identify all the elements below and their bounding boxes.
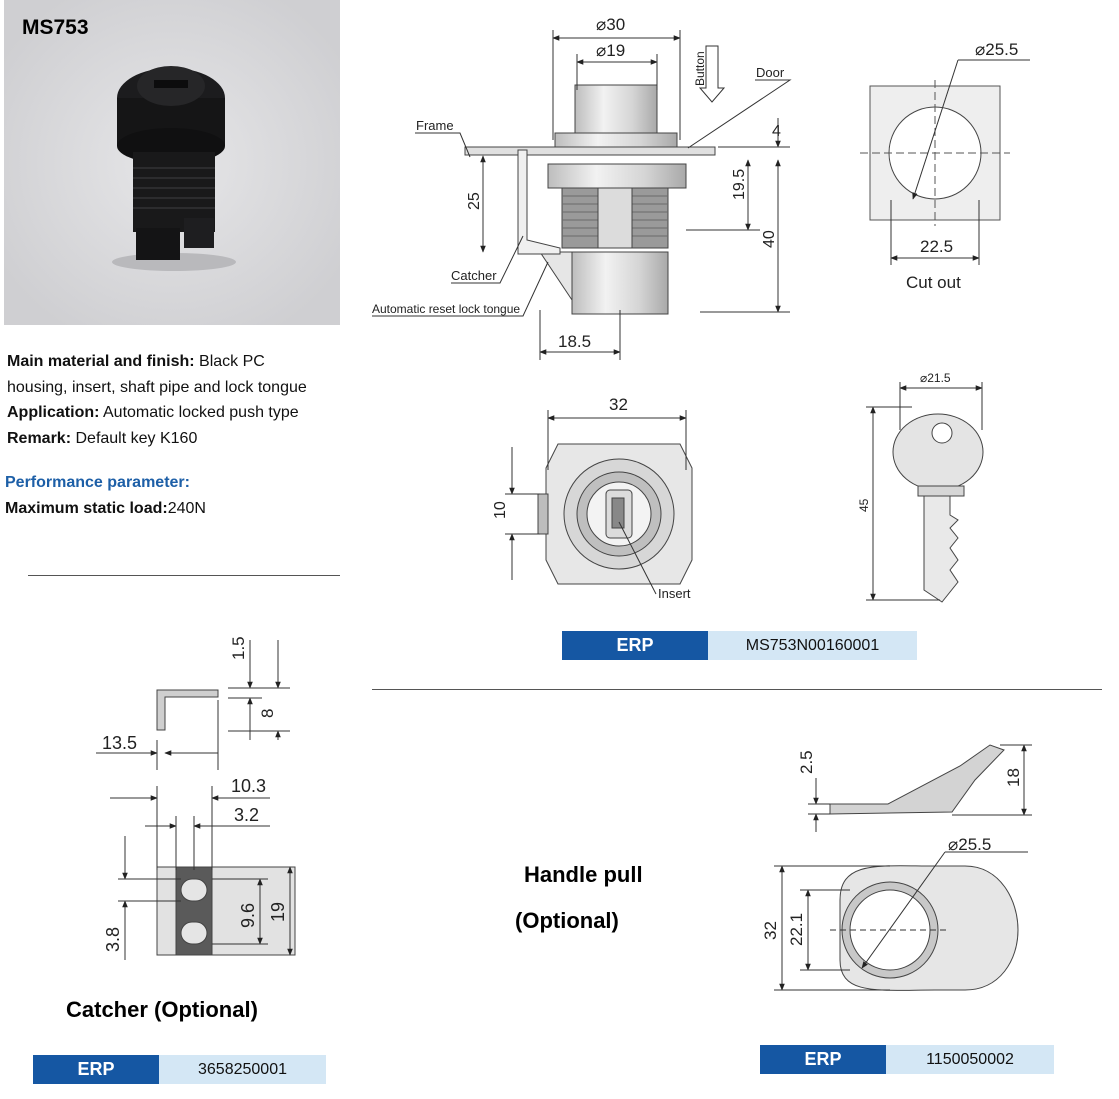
dim-h40: 40 xyxy=(761,230,778,248)
dim-d30: ⌀30 xyxy=(596,15,626,34)
handle-erp-code: 1150050002 xyxy=(886,1045,1054,1074)
performance-title: Performance parameter: xyxy=(5,474,190,491)
lock-side-view xyxy=(465,85,715,314)
cutout-caption: Cut out xyxy=(906,273,961,292)
handle-diameter: ⌀25.5 xyxy=(948,835,992,854)
handle-erp-label: ERP xyxy=(760,1045,886,1074)
front-width: 32 xyxy=(609,395,628,414)
catcher-drawing xyxy=(96,640,295,960)
handle-dim-2-5: 2.5 xyxy=(797,750,816,774)
label-insert: Insert xyxy=(658,586,691,601)
cutout-width: 22.5 xyxy=(920,237,954,256)
lock-erp-label: ERP xyxy=(562,631,708,660)
label-tongue: Automatic reset lock tongue xyxy=(372,302,521,316)
handle-drawing xyxy=(774,745,1032,990)
handle-dim-22-1: 22.1 xyxy=(787,912,806,946)
catcher-erp-code: 3658250001 xyxy=(159,1055,326,1084)
catcher-dim-3-2: 3.2 xyxy=(234,805,260,825)
spec-material-cont: housing, insert, shaft pipe and lock tongue xyxy=(7,378,307,396)
performance-load: Maximum static load:240N xyxy=(5,500,206,517)
cutout-drawing xyxy=(860,60,1030,265)
spec-remark: Remark: Default key K160 xyxy=(7,429,198,447)
key-diameter: ⌀21.5 xyxy=(920,371,951,385)
handle-caption-line1: Handle pull xyxy=(524,862,643,887)
product-model: MS753 xyxy=(22,16,89,39)
catcher-dim-3-8: 3.8 xyxy=(103,926,123,952)
catcher-caption: Catcher (Optional) xyxy=(66,997,258,1022)
dim-h19-5: 19.5 xyxy=(731,168,748,200)
lock-erp-code: MS753N00160001 xyxy=(708,631,917,660)
catcher-dim-19: 19 xyxy=(268,901,288,922)
dim-h4: 4 xyxy=(772,123,781,140)
handle-erp-bar xyxy=(760,1045,1054,1074)
catcher-erp-label: ERP xyxy=(33,1055,159,1084)
key-length: 45 xyxy=(857,498,871,512)
lock-erp-bar xyxy=(562,631,917,660)
front-height: 10 xyxy=(492,501,509,519)
catcher-dim-9-6: 9.6 xyxy=(238,902,258,928)
catcher-erp-bar xyxy=(33,1055,326,1084)
label-button: Button xyxy=(693,51,707,86)
cutout-diameter: ⌀25.5 xyxy=(975,40,1019,59)
dim-d19: ⌀19 xyxy=(596,41,626,60)
dim-w18-5: 18.5 xyxy=(558,332,592,351)
handle-caption-line2: (Optional) xyxy=(515,908,619,933)
key-drawing xyxy=(866,382,983,602)
spec-material: Main material and finish: Black PC xyxy=(7,353,265,370)
front-view-drawing xyxy=(505,410,692,594)
label-frame: Frame xyxy=(416,118,454,133)
dim-h25: 25 xyxy=(466,192,483,210)
spec-application: Application: Automatic locked push type xyxy=(7,404,299,422)
label-catcher: Catcher xyxy=(451,268,497,283)
catcher-dim-13-5: 13.5 xyxy=(102,733,138,753)
catcher-dim-1-5: 1.5 xyxy=(229,636,248,660)
handle-dim-18: 18 xyxy=(1004,768,1023,787)
handle-dim-32: 32 xyxy=(761,921,780,940)
catcher-dim-8: 8 xyxy=(258,708,277,718)
catcher-dim-10-3: 10.3 xyxy=(231,776,267,796)
label-door: Door xyxy=(756,65,785,80)
